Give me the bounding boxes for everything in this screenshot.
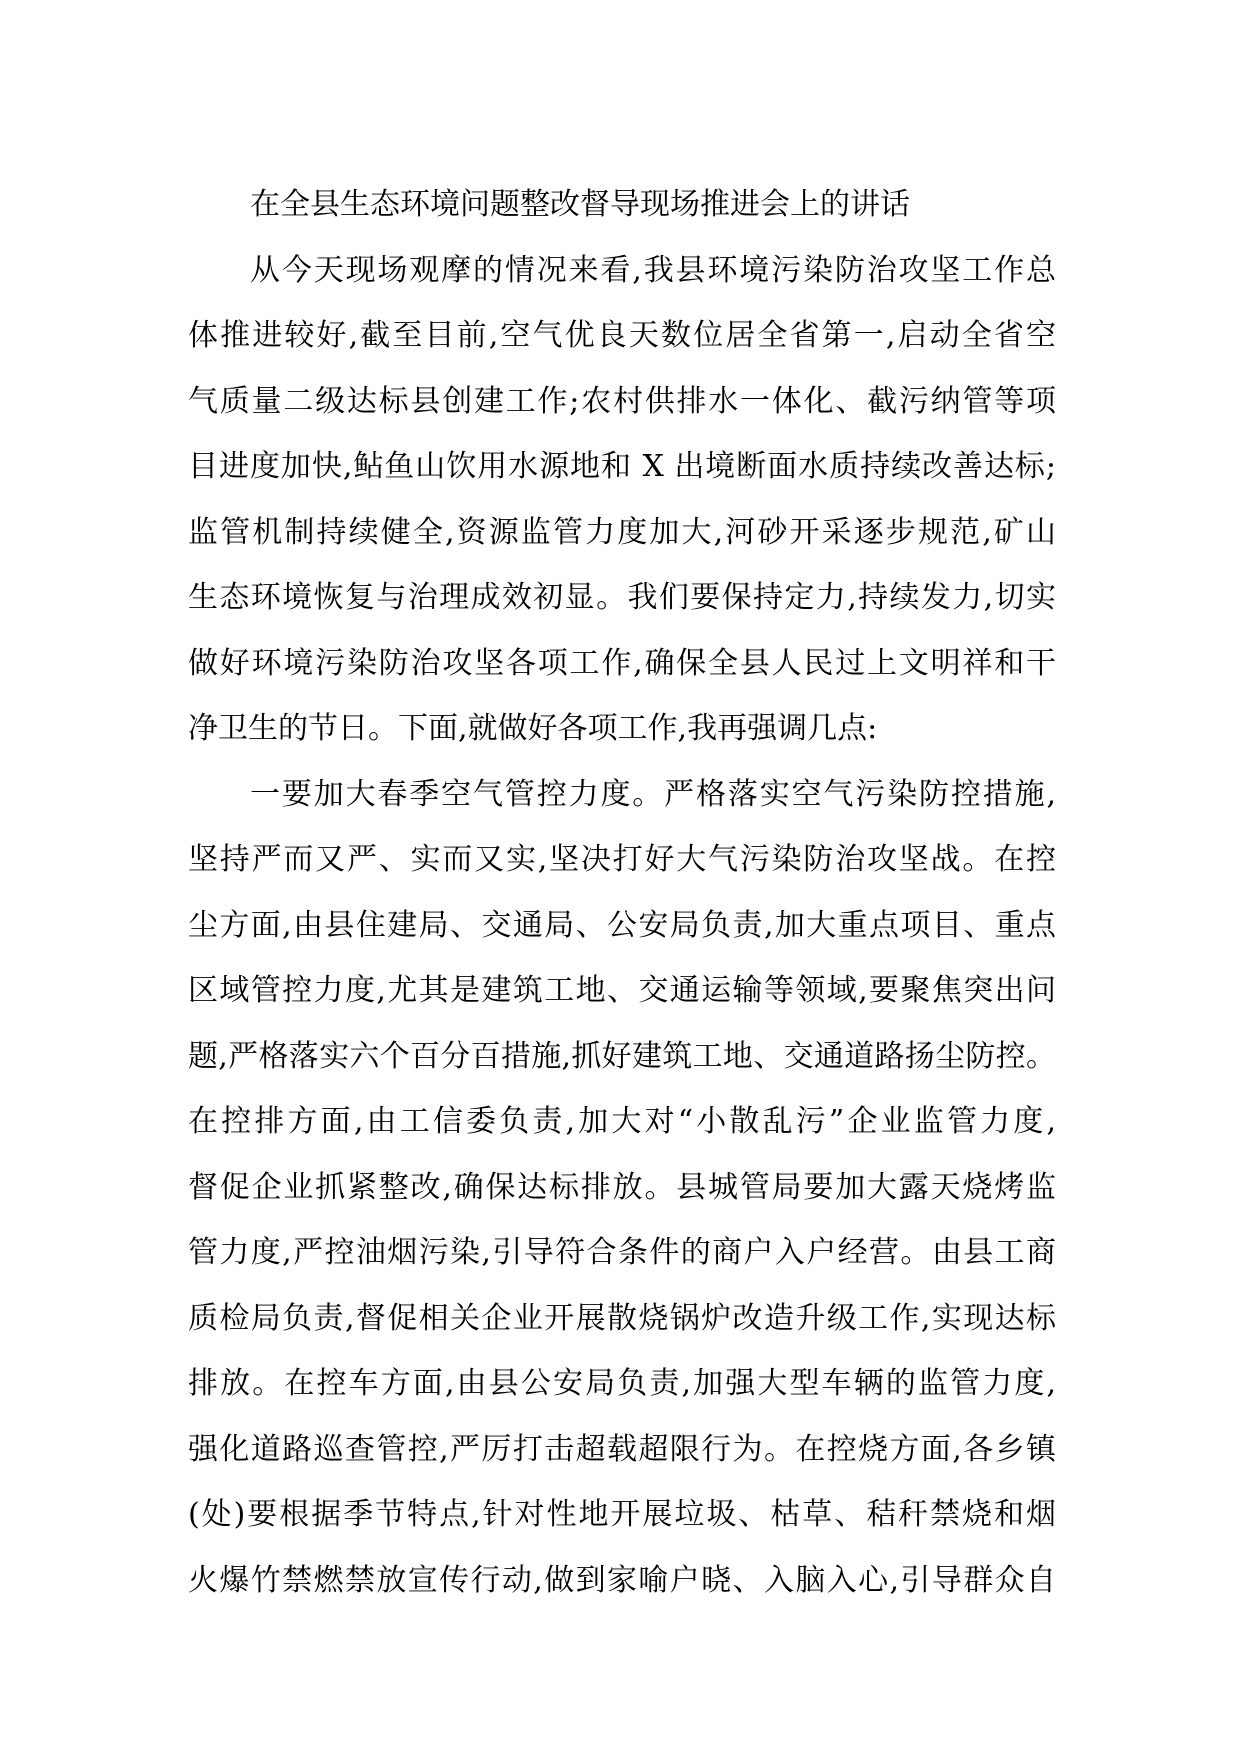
paragraph-2-line-1: 一要加大春季空气管控力度。严格落实空气污染防控措施, [250,776,1056,812]
paragraph-2-line-6: 在控排方面,由工信委负责,加大对“小散乱污”企业监管力度, [188,1104,1056,1139]
paragraph-2-line-3: 尘方面,由县住建局、交通局、公安局负责,加大重点项目、重点 [188,907,1056,943]
paragraph-2-line-8: 管力度,严控油烟污染,引导符合条件的商户入户经营。由县工商 [188,1235,1056,1270]
paragraph-2-line-13: 火爆竹禁燃禁放宣传行动,做到家喻户晓、入脑入心,引导群众自 [188,1562,1056,1598]
paragraph-1-line-4: 目进度加快,鲇鱼山饮用水源地和 X 出境断面水质持续改善达标; [188,449,1056,484]
paragraph-2-line-11: 强化道路巡查管控,严厉打击超载超限行为。在控烧方面,各乡镇 [188,1431,1056,1467]
paragraph-2-line-10: 排放。在控车方面,由县公安局负责,加强大型车辆的监管力度, [188,1366,1056,1401]
paragraph-1-line-5: 监管机制持续健全,资源监管力度加大,河砂开采逐步规范,矿山 [188,514,1056,550]
paragraph-1-line-1: 从今天现场观摩的情况来看,我县环境污染防治攻坚工作总 [250,252,1056,288]
paragraph-2-line-5: 题,严格落实六个百分百措施,抓好建筑工地、交通道路扬尘防控。 [188,1038,1056,1074]
paragraph-1-line-2: 体推进较好,截至目前,空气优良天数位居全省第一,启动全省空 [188,318,1056,353]
paragraph-1-line-8: 净卫生的节日。下面,就做好各项工作,我再强调几点: [188,711,878,746]
paragraph-2-line-4: 区域管控力度,尤其是建筑工地、交通运输等领域,要聚焦突出问 [188,973,1056,1008]
document-title: 在全县生态环境问题整改督导现场推进会上的讲话 [250,187,910,222]
paragraph-1-line-7: 做好环境污染防治攻坚各项工作,确保全县人民过上文明祥和干 [188,645,1056,681]
paragraph-1-line-3: 气质量二级达标县创建工作;农村供排水一体化、截污纳管等项 [188,383,1056,419]
paragraph-2-line-2: 坚持严而又严、实而又实,坚决打好大气污染防治攻坚战。在控 [188,842,1056,877]
paragraph-2-line-12: (处)要根据季节特点,针对性地开展垃圾、枯草、秸秆禁烧和烟 [188,1497,1056,1532]
paragraph-2-line-9: 质检局负责,督促相关企业开展散烧锅炉改造升级工作,实现达标 [188,1300,1056,1336]
document-body [188,172,1068,1613]
paragraph-2-line-7: 督促企业抓紧整改,确保达标排放。县城管局要加大露天烧烤监 [188,1169,1056,1205]
paragraph-1-line-6: 生态环境恢复与治理成效初显。我们要保持定力,持续发力,切实 [188,580,1056,615]
